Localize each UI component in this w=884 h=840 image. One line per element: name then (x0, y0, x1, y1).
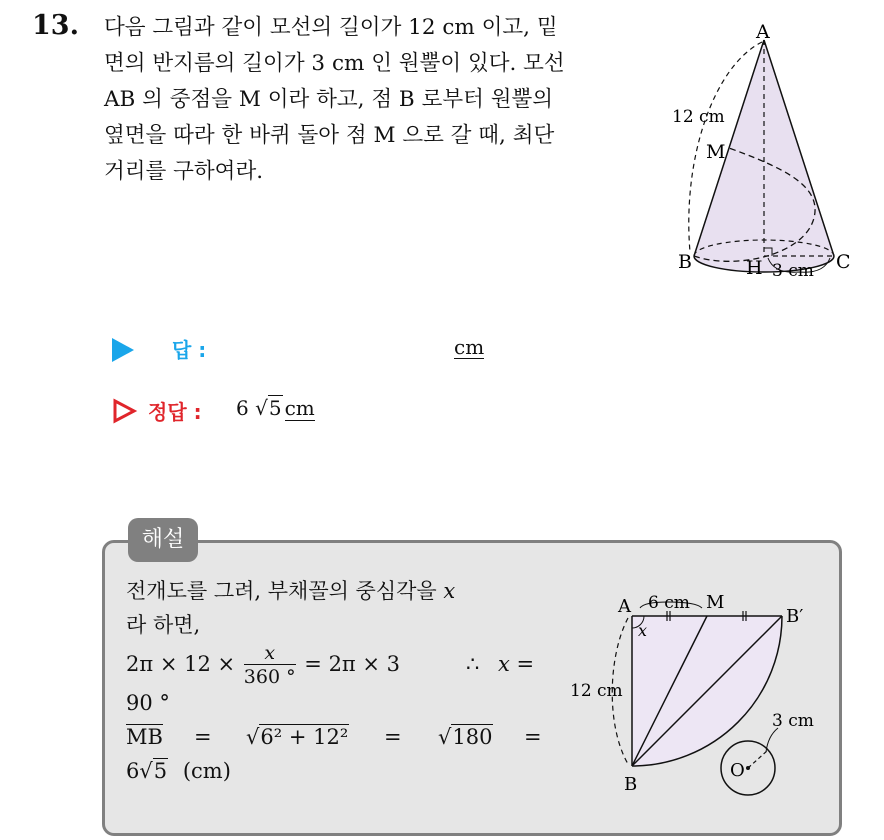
explanation-text (126, 574, 546, 788)
outline-triangle-icon (112, 398, 138, 424)
correct-coef: 6 (236, 396, 249, 420)
label-m: M (706, 592, 725, 613)
exp-line-1 (126, 574, 546, 608)
eq-left: 2π × 12 × (126, 652, 236, 676)
question-line: AB 의 중점을 M 이라 하고, 점 B 로부터 원뿔의 (104, 87, 554, 112)
correct-unit: cm (284, 396, 315, 420)
exp-line-2: 라 하면, (126, 613, 201, 637)
label-bprime: B′ (786, 606, 804, 627)
answer-unit: cm (454, 335, 485, 359)
label-3cm: 3 cm (772, 261, 814, 281)
sqrt-expr-1: √6² + 12² (246, 725, 349, 749)
development-figure (568, 586, 828, 800)
cone-figure (664, 18, 864, 288)
question-line: 옆면을 따라 한 바퀴 돌아 점 M 으로 갈 때, 최단 (104, 123, 555, 148)
eq-right: = 2π × 3 (304, 652, 401, 676)
correct-label: 정답 : (148, 400, 202, 424)
label-h: H (746, 257, 763, 279)
question-line: 거리를 구하여라. (104, 159, 264, 184)
fraction (244, 642, 296, 689)
base-radius (748, 750, 768, 768)
explanation-tag: 해설 (128, 518, 198, 562)
eq-x: x = (498, 652, 535, 676)
exp-var-x: x (443, 579, 456, 603)
correct-radicand: 5 (268, 396, 282, 420)
therefore-sign: ∴ (466, 652, 480, 676)
radius-pointer (766, 728, 778, 752)
label-12cm: 12 cm (570, 681, 623, 701)
answer-line (112, 332, 512, 366)
label-6cm: 6 cm (648, 593, 690, 613)
exp-line-1-text: 전개도를 그려, 부채꼴의 중심각을 (126, 579, 437, 603)
correct-value (236, 396, 315, 420)
question-line: 면의 반지름의 길이가 3 cm 인 원뿔이 있다. 모선 (104, 51, 565, 76)
sqrt-sign: √ (139, 759, 153, 783)
label-x: x (638, 621, 648, 640)
exp-line-5 (126, 720, 546, 754)
eq-sign-2: = (384, 725, 402, 749)
segment-mb: MB (126, 725, 163, 749)
question-number: 13. (32, 10, 79, 41)
label-b: B (678, 251, 692, 273)
sqrt-expr-2: √180 (438, 725, 493, 749)
question-text (104, 10, 644, 190)
fraction-denominator: 360 ° (243, 666, 296, 688)
final-unit: (cm) (182, 759, 231, 783)
sqrt-sign: √ (255, 396, 268, 420)
label-a: A (756, 21, 770, 43)
label-m: M (706, 141, 726, 163)
final-coef: 6 (126, 759, 140, 783)
exp-line-3 (126, 642, 546, 686)
label-3cm: 3 cm (772, 711, 814, 731)
label-o: O (730, 760, 745, 781)
eq-sign-3: = (524, 725, 542, 749)
exp-line-4: 90 ° (126, 691, 170, 715)
eq-sign-1: = (194, 725, 212, 749)
label-12cm: 12 cm (672, 107, 725, 127)
question-line: 다음 그림과 같이 모선의 길이가 12 cm 이고, 밑 (104, 15, 558, 40)
correct-answer-line (112, 394, 512, 428)
answer-label: 답 : (172, 338, 207, 362)
fraction-numerator: x (264, 642, 276, 664)
play-triangle-icon (112, 338, 134, 362)
label-a: A (618, 596, 631, 617)
exp-line-6 (126, 754, 546, 788)
final-radicand: 5 (153, 759, 168, 783)
label-c: C (836, 251, 851, 273)
label-b: B (624, 774, 638, 795)
